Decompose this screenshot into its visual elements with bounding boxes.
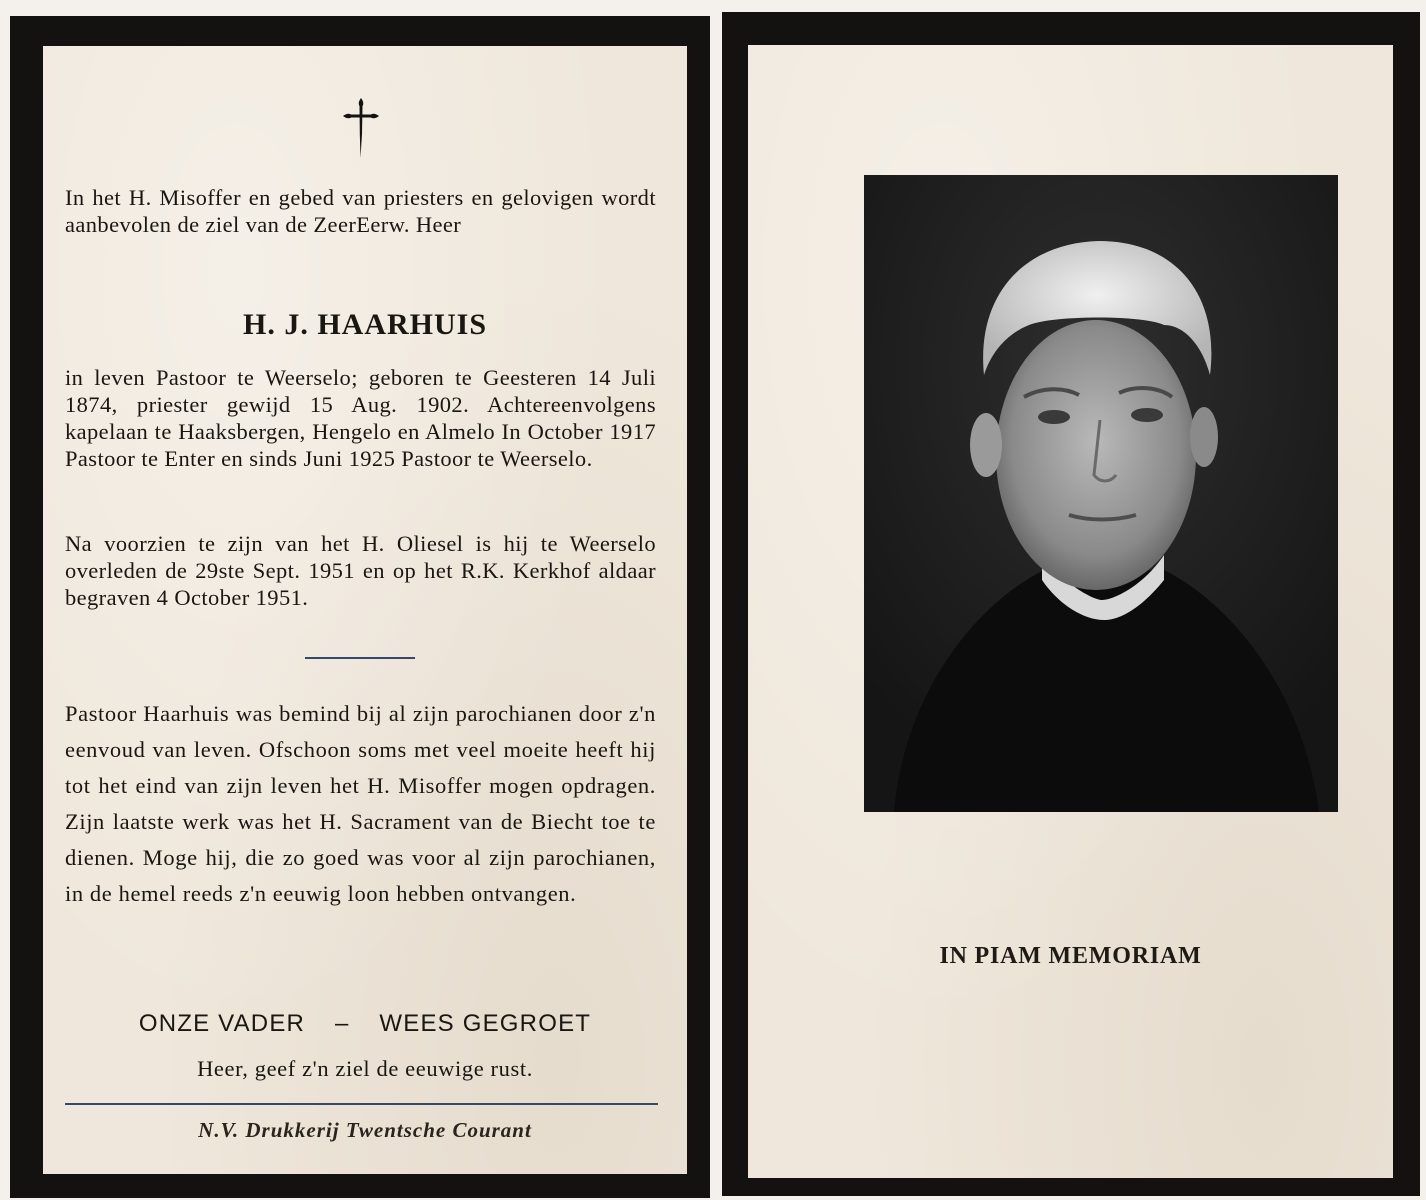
intro-text: In het H. Misoffer en gebed van priesters en gelovigen wordt aanbevolen de ziel van de ZeerEerw. Heer (65, 185, 656, 237)
card-text-page (43, 46, 687, 1174)
biography-text: in leven Pastoor te Weerselo; geboren te Geesteren 14 Juli 1874, priester gewijd 15 Aug. 1902. Achtereenvolgens kapelaan te Haaksbergen, Hengelo en Almelo In October 1917 Pastoor te Enter en sinds Juni 1925 Pastoor te Weerselo. (65, 365, 656, 471)
priest-portrait-photo (864, 175, 1338, 812)
blessing-text: Heer, geef z'n ziel de eeuwige rust. (197, 1056, 533, 1081)
memorial-card-right (722, 12, 1420, 1196)
death-notice-text: Na voorzien te zijn van het H. Oliesel is hij te Weerselo overleden de 29ste Sept. 1951 en op het R.K. Kerkhof aldaar begraven 4 October 1951. (65, 531, 656, 610)
printer-divider (65, 1103, 658, 1105)
prayer-our-father: ONZE VADER (138, 1010, 306, 1037)
printer-credit: N.V. Drukkerij Twentsche Courant (198, 1118, 532, 1142)
cross-icon (339, 94, 383, 162)
memorial-card-left (10, 16, 710, 1198)
tribute-text: Pastoor Haarhuis was bemind bij al zijn parochianen door z'n eenvoud van leven. Ofschoon soms met veel moeite heeft hij tot het eind van zijn leven het H. Misoffer mogen opdragen. Zijn laatste werk was het H. Sacrament van de Biecht toe te dienen. Moge hij, die zo goed was voor al zijn parochianen, in de hemel reeds z'n eeuwig loon hebben ontvangen. (65, 701, 656, 906)
deceased-name: H. J. HAARHUIS (242, 308, 488, 341)
prayer-hail-mary: WEES GEGROET (379, 1010, 592, 1037)
prayers-line (43, 1010, 687, 1038)
memoriam-caption: IN PIAM MEMORIAM (939, 943, 1202, 969)
short-divider (305, 657, 415, 659)
card-photo-page (748, 45, 1393, 1178)
prayer-separator: – (334, 1010, 350, 1037)
